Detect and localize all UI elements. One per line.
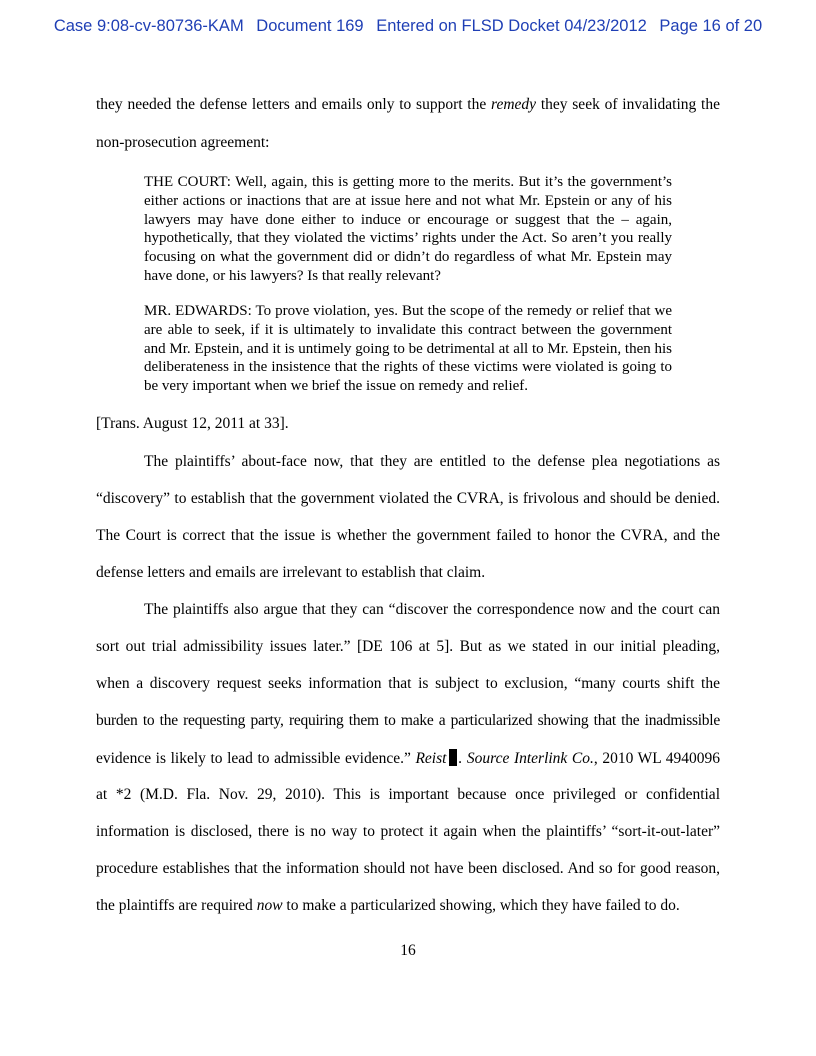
para2-line-4: burden to the requesting party, requiring them to make a particularized showing that the inadmissible (96, 712, 720, 729)
para2-line-2: sort out trial admissibility issues later.” [DE 106 at 5]. But as we stated in our initial pleading, (96, 638, 720, 655)
block-quote-court: THE COURT: Well, again, this is getting more to the merits. But it’s the government’s either actions or inactions that are at issue here and not what Mr. Epstein or any of his lawyers may have done either to induce or encourage or suggest that the – again, hypothetically, that they violated the victims’ rights under the Act. So aren’t you really focusing on what the government did or didn’t do regardless of what Mr. Epstein may have done, or his lawyers? Is that really relevant? (144, 174, 672, 284)
intro-line-2: non-prosecution agreement: (96, 134, 270, 151)
para1-line-3: The Court is correct that the issue is whether the government failed to honor the CVRA, and the (96, 527, 720, 544)
para2-line-9: the plaintiffs are required now to make a particularized showing, which they have failed to do. (96, 897, 680, 914)
block-quote-edwards: MR. EDWARDS: To prove violation, yes. But the scope of the remedy or relief that we are able to seek, if it is ultimately to invalidate this contract between the government and Mr. Epstein, and it is untimely going to be detrimental at all to Mr. Epstein, then his deliberateness in the insistence that the rights of these victims were violated is going to be very important when we brief the issue on remedy and relief. (144, 303, 672, 395)
para2-line-1: The plaintiffs also argue that they can “discover the correspondence now and the court can (144, 601, 720, 618)
page-of: Page 16 of 20 (659, 17, 763, 35)
page-number: 16 (400, 942, 416, 959)
intro-line-1: they needed the defense letters and emails only to support the remedy they seek of invalidating the (96, 96, 720, 113)
para2-line-3: when a discovery request seeks information that is subject to exclusion, “many courts shift the (96, 675, 720, 692)
para2-line-7: information is disclosed, there is no way to protect it again when the plaintiffs’ “sort-it-out-later” (96, 823, 720, 840)
para1-line-2: “discovery” to establish that the government violated the CVRA, is frivolous and should be denied. (96, 490, 720, 507)
docket-header (0, 17, 816, 36)
redaction-bar (449, 749, 457, 766)
para1-line-1: The plaintiffs’ about-face now, that they are entitled to the defense plea negotiations as (144, 453, 720, 470)
entered-stamp: Entered on FLSD Docket 04/23/2012 (376, 17, 647, 35)
para2-line-8: procedure establishes that the information should not have been disclosed. And so for good reason, (96, 860, 720, 877)
para2-line-5: evidence is likely to lead to admissible evidence.” Reist . Source Interlink Co., 2010 WL 4940096 (96, 750, 720, 767)
para1-line-4: defense letters and emails are irrelevant to establish that claim. (96, 564, 486, 581)
transcript-citation: [Trans. August 12, 2011 at 33]. (96, 415, 289, 432)
document-number: Document 169 (256, 17, 364, 35)
para2-line-6: at *2 (M.D. Fla. Nov. 29, 2010). This is important because once privileged or confidential (96, 786, 720, 803)
case-number: Case 9:08-cv-80736-KAM (53, 17, 244, 35)
